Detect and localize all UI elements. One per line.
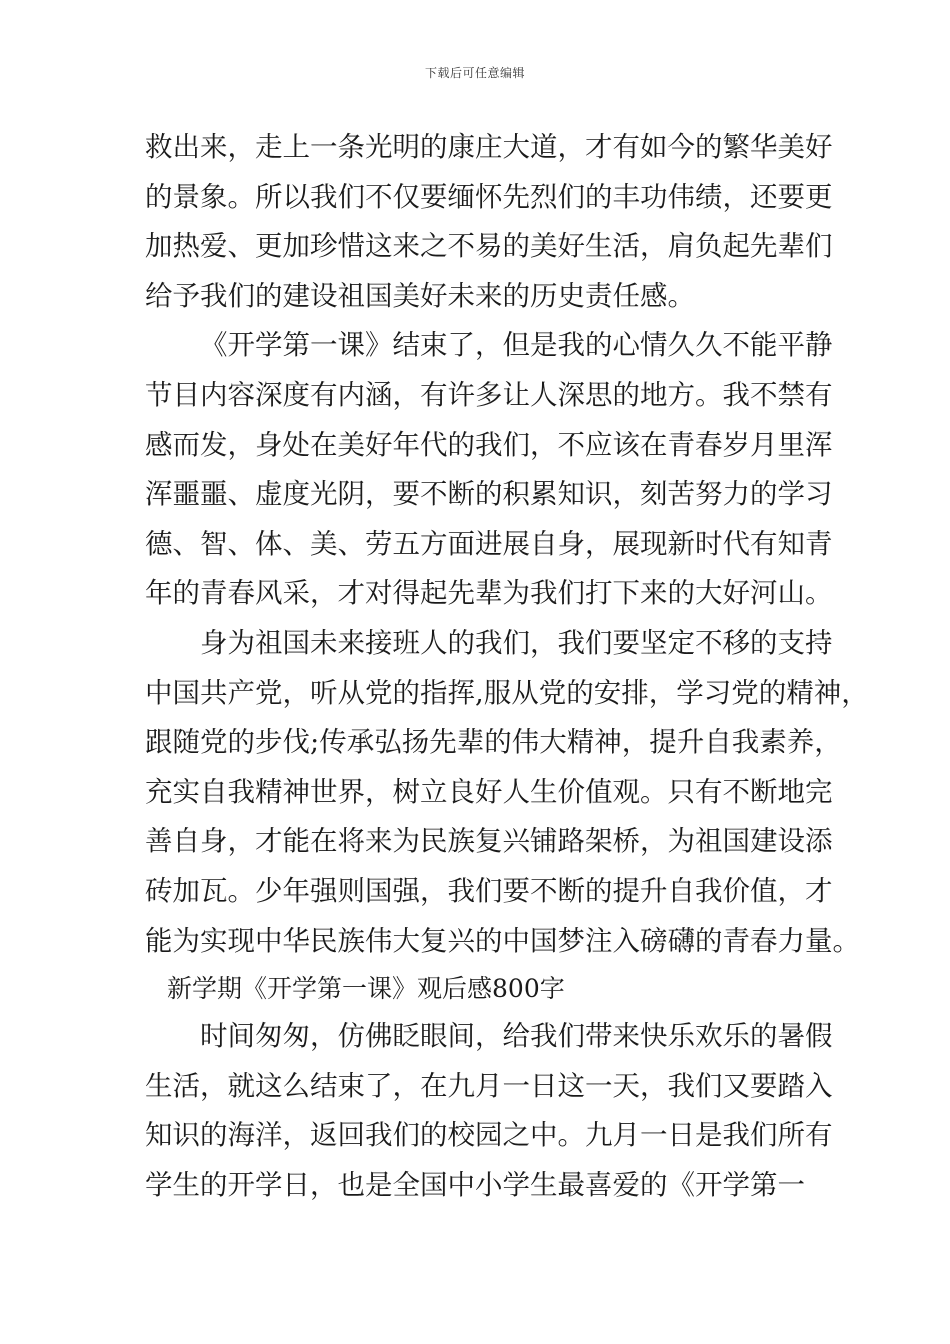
text-line: 救出来，走上一条光明的康庄大道，才有如今的繁华美好 (145, 131, 833, 163)
text-line: 能为实现中华民族伟大复兴的中国梦注入磅礴的青春力量。 (145, 924, 860, 957)
text-line: 充实自我精神世界，树立良好人生价值观。只有不断地完 (145, 775, 833, 808)
text-line: 浑噩噩、虚度光阴，要不断的积累知识，刻苦努力的学习 (145, 478, 833, 511)
text-line: 德、智、体、美、劳五方面进展自身，展现新时代有知青 (145, 527, 833, 560)
text-line: 生活，就这么结束了，在九月一日这一天，我们又要踏入 (145, 1069, 833, 1102)
text-line: 年的青春风采，才对得起先辈为我们打下来的大好河山。 (145, 577, 833, 610)
paragraph-first-line: 身为祖国未来接班人的我们，我们要坚定不移的支持 (200, 626, 833, 659)
text-line: 学生的开学日，也是全国中小学生最喜爱的《开学第一 (145, 1168, 805, 1201)
text-line: 中国共产党，听从党的指挥,服从党的安排，学习党的精神， (145, 676, 869, 709)
text-line: 加热爱、更加珍惜这来之不易的美好生活，肩负起先辈们 (145, 230, 833, 263)
page-header-note: 下载后可任意编辑 (424, 66, 525, 80)
text-line: 知识的海洋，返回我们的校园之中。九月一日是我们所有 (145, 1119, 833, 1152)
paragraph-first-line: 《开学第一课》结束了，但是我的心情久久不能平静 (200, 329, 833, 362)
text-line: 节目内容深度有内涵，有许多让人深思的地方。我不禁有 (145, 378, 833, 411)
paragraph-first-line: 时间匆匆，仿佛眨眼间，给我们带来快乐欢乐的暑假 (200, 1020, 833, 1053)
text-line: 跟随党的步伐;传承弘扬先辈的伟大精神，提升自我素养， (145, 726, 842, 759)
text-line: 感而发，身处在美好年代的我们，不应该在青春岁月里浑 (145, 428, 833, 461)
text-line: 善自身，才能在将来为民族复兴铺路架桥，为祖国建设添 (145, 825, 833, 858)
document-body (145, 123, 869, 1210)
section-heading: 新学期《开学第一课》观后感800字 (167, 974, 565, 1004)
text-line: 的景象。所以我们不仅要缅怀先烈们的丰功伟绩，还要更 (145, 180, 833, 213)
text-line: 给予我们的建设祖国美好未来的历史责任感。 (145, 279, 695, 312)
text-line: 砖加瓦。少年强则国强，我们要不断的提升自我价值，才 (145, 874, 833, 907)
